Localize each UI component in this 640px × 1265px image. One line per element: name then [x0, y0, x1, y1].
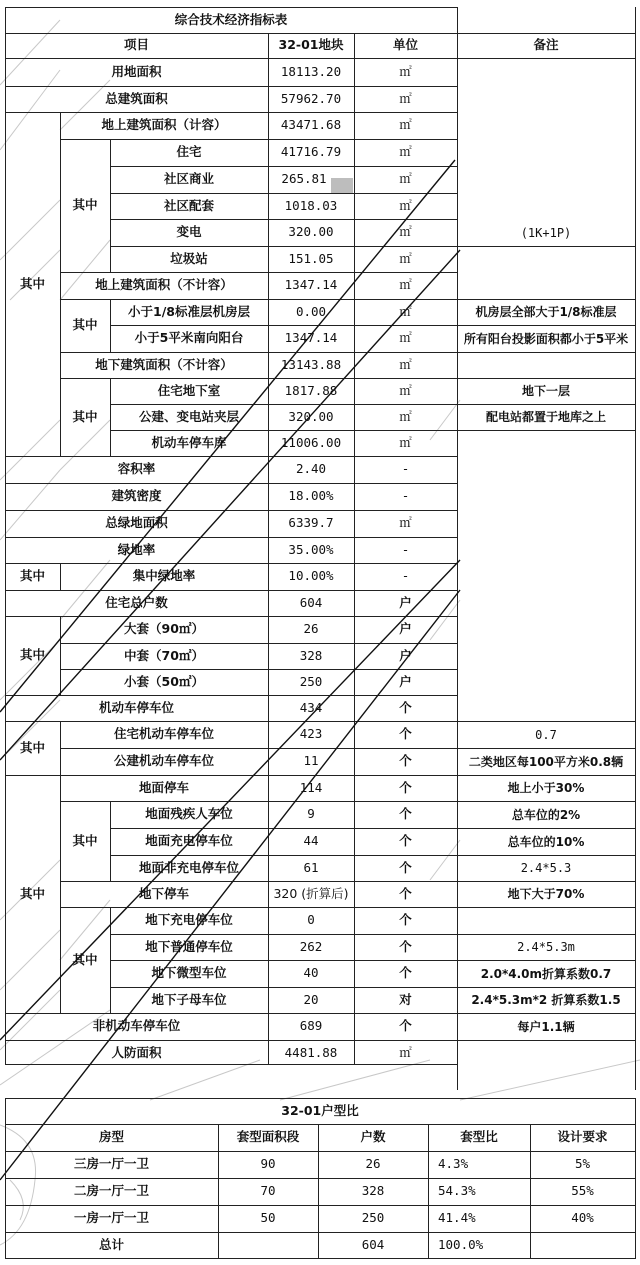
row-label: 变电: [176, 224, 202, 240]
row-value: 18.00%: [288, 488, 334, 504]
unit-count: 328: [361, 1183, 385, 1199]
row-value: 4481.88: [284, 1044, 338, 1060]
row-note: 2.4*5.3m*2 折算系数1.5: [471, 993, 621, 1007]
unit-area: 90: [260, 1156, 276, 1172]
row-unit: 户: [399, 647, 412, 663]
row-unit: ㎡: [399, 277, 412, 293]
row-unit: 户: [399, 621, 412, 637]
row-label: 地面充电停车位: [145, 833, 233, 849]
row-value: 13143.88: [280, 356, 342, 372]
row-label: 住宅机动车停车位: [113, 726, 214, 742]
unit-header-area: 套型面积段: [236, 1129, 300, 1145]
row-label: 小套（50㎡）: [124, 673, 204, 689]
row-unit: ㎡: [399, 515, 412, 531]
row-label: 住宅地下室: [157, 382, 221, 398]
row-value: 11006.00: [280, 434, 342, 450]
row-value: 9: [307, 806, 315, 822]
row-label: 用地面积: [111, 63, 162, 79]
row-unit: 个: [399, 1018, 412, 1034]
unit-area: 50: [260, 1210, 276, 1226]
unit-req: 55%: [571, 1183, 594, 1199]
row-label: 机动车停车库: [151, 434, 227, 450]
row-value: 250: [299, 673, 323, 689]
row-value: 0: [307, 912, 315, 928]
row-unit: ㎡: [399, 90, 412, 106]
unit-header-count: 户数: [360, 1129, 386, 1145]
row-unit: ㎡: [399, 434, 412, 450]
row-value: 11: [303, 753, 319, 769]
group-label: 其中: [19, 885, 45, 901]
unit-req: 40%: [571, 1210, 594, 1226]
row-value: 1347.14: [284, 330, 338, 346]
group-label: 其中: [19, 739, 45, 755]
row-label: 人防面积: [111, 1044, 162, 1060]
row-value: 434: [299, 699, 323, 715]
row-unit: 个: [399, 965, 412, 981]
unit-total-label: 总计: [98, 1237, 124, 1253]
row-note: 机房层全部大于1/8标准层: [475, 305, 617, 319]
group-label: 其中: [72, 951, 98, 967]
row-unit: ㎡: [399, 144, 412, 160]
row-label: 地下停车: [138, 885, 189, 901]
unit-total-count: 604: [361, 1237, 385, 1253]
row-unit: -: [401, 488, 410, 504]
row-label: 公建机动车停车位: [113, 753, 214, 769]
row-label: 机动车停车位: [98, 699, 174, 715]
row-note: 地上小于30%: [507, 781, 585, 795]
row-unit: 个: [399, 806, 412, 822]
row-unit: 个: [399, 833, 412, 849]
row-label: 绿地率: [117, 541, 156, 557]
row-value: 20: [303, 991, 319, 1007]
unit-ratio: 54.3%: [438, 1183, 476, 1199]
group-label: 其中: [72, 408, 98, 424]
unit-count: 250: [361, 1210, 385, 1226]
row-value: 114: [299, 779, 323, 795]
group-label: 其中: [19, 275, 45, 291]
row-value: 320.00: [288, 224, 334, 240]
header-unit: 单位: [392, 37, 418, 53]
row-note: 2.0*4.0m折算系数0.7: [480, 966, 612, 981]
row-unit: 个: [399, 938, 412, 954]
row-label: 容积率: [117, 461, 156, 477]
row-note: (1K+1P): [520, 225, 572, 240]
header-item: 项目: [123, 37, 149, 53]
row-label: 住宅总户数: [105, 594, 168, 610]
row-value: 1817.88: [284, 382, 338, 398]
row-label: 地面残疾人车位: [145, 806, 233, 822]
row-value: 18113.20: [280, 63, 342, 79]
unit-ratio: 4.3%: [438, 1156, 469, 1172]
unit-count: 26: [365, 1156, 381, 1172]
row-label: 大套（90㎡）: [124, 621, 204, 637]
row-note: 2.4*5.3: [520, 861, 572, 875]
row-note: 0.7: [535, 727, 557, 742]
row-label: 地面非充电停车位: [138, 859, 239, 875]
row-unit: 个: [399, 779, 412, 795]
row-label: 中套（70㎡）: [124, 647, 204, 663]
row-note: 二类地区每100平方米0.8辆: [468, 754, 624, 769]
row-note: 地下一层: [521, 384, 570, 398]
row-label: 社区商业: [163, 171, 214, 187]
row-value: 40: [303, 965, 319, 981]
row-unit: -: [401, 568, 410, 584]
group-label: 其中: [72, 832, 98, 848]
unit-total-ratio: 100.0%: [438, 1237, 484, 1253]
row-unit: ㎡: [399, 250, 412, 266]
row-unit: 户: [399, 594, 412, 610]
row-unit: 个: [399, 912, 412, 928]
row-unit: 对: [399, 991, 412, 1007]
row-value: 61: [303, 859, 319, 875]
group-label: 其中: [72, 197, 98, 213]
unit-area: 70: [260, 1183, 276, 1199]
row-label: 小于1/8标准层机房层: [128, 303, 250, 319]
row-note: 配电站都置于地库之上: [485, 410, 606, 424]
row-unit: 个: [399, 885, 412, 901]
row-unit: ㎡: [399, 224, 412, 240]
row-label: 社区配套: [163, 197, 214, 213]
group-label: 其中: [72, 317, 98, 333]
row-label: 住宅: [176, 144, 202, 160]
unit-table-title: 32-01户型比: [281, 1102, 359, 1118]
row-value: 0.00: [295, 303, 327, 319]
row-unit: ㎡: [399, 197, 412, 213]
row-unit: 户: [399, 673, 412, 689]
unit-header-ratio: 套型比: [460, 1129, 498, 1145]
row-value: 262: [299, 938, 323, 954]
row-label: 地下子母车位: [151, 991, 227, 1007]
row-unit: 个: [399, 753, 412, 769]
main-table-title: 综合技术经济指标表: [174, 11, 288, 27]
group-label: 其中: [19, 568, 45, 584]
row-value: 35.00%: [288, 541, 334, 557]
row-label: 地下微型车位: [151, 965, 227, 981]
row-value: 10.00%: [288, 568, 334, 584]
row-value: 2.40: [295, 461, 327, 477]
row-unit: ㎡: [399, 171, 412, 187]
row-value: 689: [299, 1018, 323, 1034]
row-label: 地面停车: [138, 779, 189, 795]
row-note: 每户1.1辆: [517, 1019, 575, 1034]
unit-ratio: 41.4%: [438, 1210, 476, 1226]
row-unit: ㎡: [399, 63, 412, 79]
row-value: 57962.70: [280, 90, 342, 106]
row-note: 总车位的2%: [511, 807, 581, 822]
row-unit: 个: [399, 859, 412, 875]
row-label: 集中绿地率: [132, 568, 196, 584]
row-unit: ㎡: [399, 356, 412, 372]
row-label: 地上建筑面积（不计容）: [95, 277, 233, 293]
row-unit: -: [401, 461, 410, 477]
unit-type: 二房一厅一卫: [73, 1183, 149, 1199]
row-unit: ㎡: [399, 303, 412, 319]
row-label: 地下普通停车位: [145, 938, 233, 954]
row-value: 265.81: [281, 171, 327, 187]
row-value: 1018.03: [284, 197, 338, 213]
row-label: 小于5平米南向阳台: [134, 330, 244, 346]
row-value: 26: [303, 621, 319, 637]
row-value: 151.05: [288, 250, 334, 266]
row-value: 320 (折算后): [273, 885, 349, 901]
row-label: 地下充电停车位: [145, 912, 233, 928]
row-unit: ㎡: [399, 382, 412, 398]
row-value: 328: [299, 647, 323, 663]
row-unit: ㎡: [399, 117, 412, 133]
unit-header-req: 设计要求: [557, 1129, 608, 1145]
row-value: 604: [299, 594, 323, 610]
row-unit: ㎡: [399, 408, 412, 424]
row-label: 总建筑面积: [105, 90, 168, 106]
unit-type: 三房一厅一卫: [73, 1156, 149, 1172]
header-note: 备注: [533, 37, 559, 53]
row-unit: 个: [399, 726, 412, 742]
row-value: 320.00: [288, 408, 334, 424]
row-label: 总绿地面积: [105, 515, 168, 531]
row-label: 公建、变电站夹层: [138, 408, 239, 424]
row-unit: ㎡: [399, 330, 412, 346]
row-label: 地上建筑面积（计容）: [101, 117, 227, 133]
unit-req: 5%: [574, 1156, 591, 1172]
row-unit: -: [401, 541, 410, 557]
row-note: 2.4*5.3m: [517, 940, 575, 954]
row-note: 总车位的10%: [507, 834, 585, 849]
row-note: 所有阳台投影面积都小于5平米: [463, 331, 629, 346]
unit-header-type: 房型: [98, 1129, 124, 1145]
unit-type: 一房一厅一卫: [73, 1210, 149, 1226]
header-value: 32-01地块: [278, 37, 344, 53]
row-label: 地下建筑面积（不计容）: [95, 356, 233, 372]
row-unit: 个: [399, 699, 412, 715]
row-label: 垃圾站: [170, 250, 208, 266]
row-value: 6339.7: [288, 515, 334, 531]
row-label: 建筑密度: [111, 488, 162, 504]
row-value: 43471.68: [280, 117, 342, 133]
group-label: 其中: [19, 647, 45, 663]
row-note: 地下大于70%: [507, 887, 585, 901]
row-unit: ㎡: [399, 1044, 412, 1060]
row-value: 423: [299, 726, 323, 742]
row-value: 41716.79: [280, 144, 342, 160]
row-value: 1347.14: [284, 277, 338, 293]
row-label: 非机动车停车位: [92, 1018, 181, 1034]
row-value: 44: [303, 833, 319, 849]
